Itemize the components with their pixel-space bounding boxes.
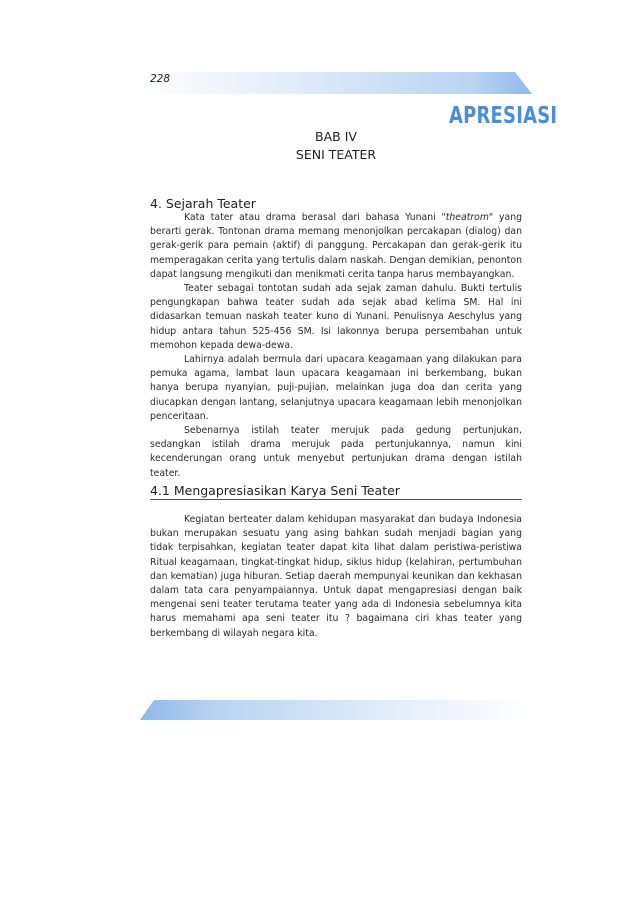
section-heading: 4. Sejarah Teater — [150, 196, 256, 211]
paragraph: Sebenarnya istilah teater merujuk pada gedung pertunjukan, sedangkan istilah drama merujuk pada pertunjukannya, namun kini kecenderungan orang untuk menyebut pertunjukan drama dengan istilah teater. — [150, 425, 522, 479]
section-body — [150, 211, 522, 481]
paragraph: Teater sebagai tontotan sudah ada sejak zaman dahulu. Bukti tertulis pengungkapan bahwa teater sudah ada sejak abad kelima SM. Hal ini didasarkan temuan naskah teater kuno di Yunani. Penulisnya Aeschylus yang hidup antara tahun 525-456 SM. Isi lakonnya berupa persembahan untuk memohon kepada dewa-dewa. — [150, 283, 522, 351]
chapter-label: BAB IV — [315, 129, 357, 144]
paragraph: Lahirnya adalah bermula dari upacara keagamaan yang dilakukan para pemuka agama, lambat laun upacara keagamaan ini berkembang, bukan hanya berupa nyanyian, puji-pujian, melainkan juga doa dan cerita yang diucapkan dengan lantang, selanjutnya upacara keagamaan lebih menonjolkan penceritaan. — [150, 354, 522, 422]
footer-band — [140, 700, 532, 720]
emphasis: "theatrom" — [441, 212, 494, 223]
chapter-title: SENI TEATER — [295, 147, 377, 162]
heading-underline — [150, 499, 522, 500]
subsection-body — [150, 513, 522, 641]
header-band — [140, 72, 532, 94]
paragraph: Kata tater atau drama berasal dari bahasa Yunani "theatrom" yang berarti gerak. Tontonan drama memang menonjolkan percakapan (dialog) dan gerak-gerik para pemain (aktif) di panggung. Percakapan dan gerak-gerik itu memperagakan cerita yang tertulis dalam naskah. Dengan demikian, penonton dapat langsung mengikuti dan menikmati cerita tanpa harus membayangkan. — [150, 212, 522, 280]
apresiasi-logo: APRESIASI — [449, 103, 558, 129]
subsection-heading: 4.1 Mengapresiasikan Karya Seni Teater — [150, 483, 400, 498]
paragraph: Kegiatan berteater dalam kehidupan masyarakat dan budaya Indonesia bukan merupakan sesuatu yang asing bahkan sudah menjadi bagian yang tidak terpisahkan, kegiatan teater dapat kita lihat dalam peristiwa-peristiwa Ritual keagamaan, tingkat-tingkat hidup, siklus hidup (kelahiran, pertumbuhan dan kematian) juga hiburan. Setiap daerah mempunyai keunikan dan kekhasan dalam tata cara penyampaiannya. Untuk dapat mengapresiasi dengan baik mengenai seni teater terutama teater yang ada di Indonesia sebelumnya kita harus memahami apa seni teater itu ? bagaimana ciri khas teater yang berkembang di wilayah negara kita. — [150, 514, 522, 639]
page-number: 228 — [150, 73, 171, 85]
